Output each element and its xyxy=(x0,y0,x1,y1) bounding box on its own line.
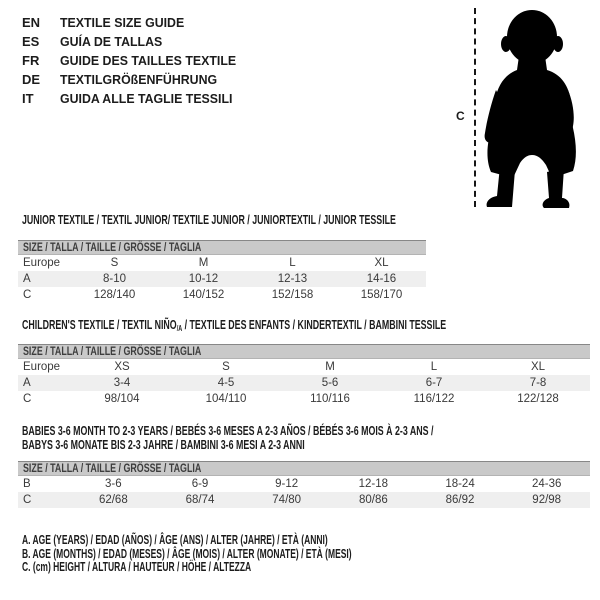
table-row xyxy=(18,476,590,492)
language-label: GUIDA ALLE TAGLIE TESSILI xyxy=(60,91,233,106)
size-cell: M xyxy=(325,361,335,373)
size-cell: 3-6 xyxy=(105,478,122,490)
table-row xyxy=(18,375,590,391)
size-cell: 5-6 xyxy=(321,377,339,389)
size-cell: 152/158 xyxy=(271,289,314,301)
language-code: ES xyxy=(22,34,40,49)
size-cell: XL xyxy=(374,257,389,269)
size-cell: 8-10 xyxy=(102,273,127,285)
size-cell: L xyxy=(430,361,438,373)
size-header-bar: SIZE / TALLA / TAILLE / GRÖSSE / TAGLIA xyxy=(18,240,426,255)
size-cell: 98/104 xyxy=(104,393,140,405)
table-row xyxy=(18,287,426,303)
size-cell: 7-8 xyxy=(529,377,547,389)
size-cell: 122/128 xyxy=(517,393,559,405)
size-cell: 9-12 xyxy=(275,478,299,490)
baby-silhouette-image xyxy=(483,6,579,208)
babies-table xyxy=(18,461,590,508)
row-label-cell: A xyxy=(23,273,31,285)
size-cell: S xyxy=(222,361,230,373)
table-row xyxy=(18,391,590,407)
row-label-cell: Europe xyxy=(23,257,61,269)
size-cell: 4-5 xyxy=(217,377,235,389)
row-label-cell: C xyxy=(23,494,32,506)
junior-table-title: JUNIOR TEXTILE / TEXTIL JUNIOR/ TEXTILE JUNIOR / JUNIORTEXTIL / JUNIOR TESSILE xyxy=(22,212,396,227)
size-cell: 110/116 xyxy=(310,393,350,405)
size-cell: 92/98 xyxy=(532,494,562,506)
table-row xyxy=(18,492,590,508)
language-code: IT xyxy=(22,91,34,106)
language-row-en xyxy=(22,13,245,32)
size-cell: M xyxy=(198,257,209,269)
size-cell: 128/140 xyxy=(93,289,136,301)
size-cell: 6-9 xyxy=(191,478,209,490)
size-cell: 3-4 xyxy=(113,377,131,389)
size-cell: 86/92 xyxy=(445,494,475,506)
size-cell: 6-7 xyxy=(425,377,443,389)
size-cell: 24-36 xyxy=(531,478,562,490)
footnote-b: B. AGE (MONTHS) / EDAD (MESES) / ÂGE (MOIS) / ALTER (MONATE) / ETÀ (MESI) xyxy=(22,546,352,561)
row-label-cell: B xyxy=(23,478,31,490)
size-cell: 68/74 xyxy=(185,494,215,506)
size-cell: L xyxy=(289,257,296,269)
table-row xyxy=(18,271,426,287)
language-row-es xyxy=(22,32,245,51)
children-table xyxy=(18,344,590,407)
babies-table-title: BABIES 3-6 MONTH TO 2-3 YEARS / BEBÉS 3-6 MESES A 2-3 AÑOS / BÉBÉS 3-6 MOIS À 2-3 ANS / BABYS 3-6 MONATE BIS 2-3 JAHRE / BAMBINI 3-6 MESI A 2-3 ANNI xyxy=(22,423,434,452)
size-cell: 104/110 xyxy=(205,393,247,405)
row-label-cell: C xyxy=(23,393,32,405)
table-row xyxy=(18,255,426,271)
size-cell: 18-24 xyxy=(445,478,475,490)
subscript-a: /A xyxy=(176,324,183,333)
table-row xyxy=(18,359,590,375)
size-cell: 10-12 xyxy=(188,273,219,285)
footnote-legend xyxy=(22,534,507,575)
size-cell: 74/80 xyxy=(272,494,302,506)
children-table-title: CHILDREN'S TEXTILE / TEXTIL NIÑO/A / TEXTILE DES ENFANTS / KINDERTEXTIL / BAMBINI TESSILE xyxy=(22,317,447,333)
height-dashed-line xyxy=(474,8,476,207)
footnote-c: C. (cm) HEIGHT / ALTURA / HAUTEUR / HÖHE / ALTEZZA xyxy=(22,560,252,574)
language-code: FR xyxy=(22,53,40,68)
language-label: TEXTILGRÖßENFÜHRUNG xyxy=(60,72,218,87)
language-code: EN xyxy=(22,15,41,30)
junior-table xyxy=(18,240,426,303)
size-cell: XL xyxy=(530,361,546,373)
size-cell: 14-16 xyxy=(366,273,397,285)
row-label-cell: Europe xyxy=(23,361,61,373)
language-code: DE xyxy=(22,72,41,87)
footnote-a: A. AGE (YEARS) / EDAD (AÑOS) / ÂGE (ANS) / ALTER (JAHRE) / ETÀ (ANNI) xyxy=(22,533,328,547)
language-label: GUÍA DE TALLAS xyxy=(60,34,163,49)
language-label: TEXTILE SIZE GUIDE xyxy=(60,15,185,30)
size-cell: S xyxy=(110,257,119,269)
row-label-cell: A xyxy=(23,377,31,389)
language-list xyxy=(22,13,245,108)
size-header-bar: SIZE / TALLA / TAILLE / GRÖSSE / TAGLIA xyxy=(18,344,590,359)
height-c-label: C xyxy=(456,109,465,123)
language-row-it xyxy=(22,89,245,108)
language-row-fr xyxy=(22,51,245,70)
language-row-de xyxy=(22,70,245,89)
size-cell: 80/86 xyxy=(358,494,388,506)
size-cell: 158/170 xyxy=(360,289,403,301)
size-cell: 12-18 xyxy=(358,478,389,490)
size-cell: 12-13 xyxy=(277,273,308,285)
size-cell: 140/152 xyxy=(182,289,225,301)
language-label: GUIDE DES TAILLES TEXTILE xyxy=(60,53,237,68)
size-cell: 116/122 xyxy=(413,393,455,405)
row-label-cell: C xyxy=(23,289,32,301)
size-header-bar: SIZE / TALLA / TAILLE / GRÖSSE / TAGLIA xyxy=(18,461,590,476)
size-cell: XS xyxy=(114,361,130,373)
size-cell: 62/68 xyxy=(98,494,128,506)
